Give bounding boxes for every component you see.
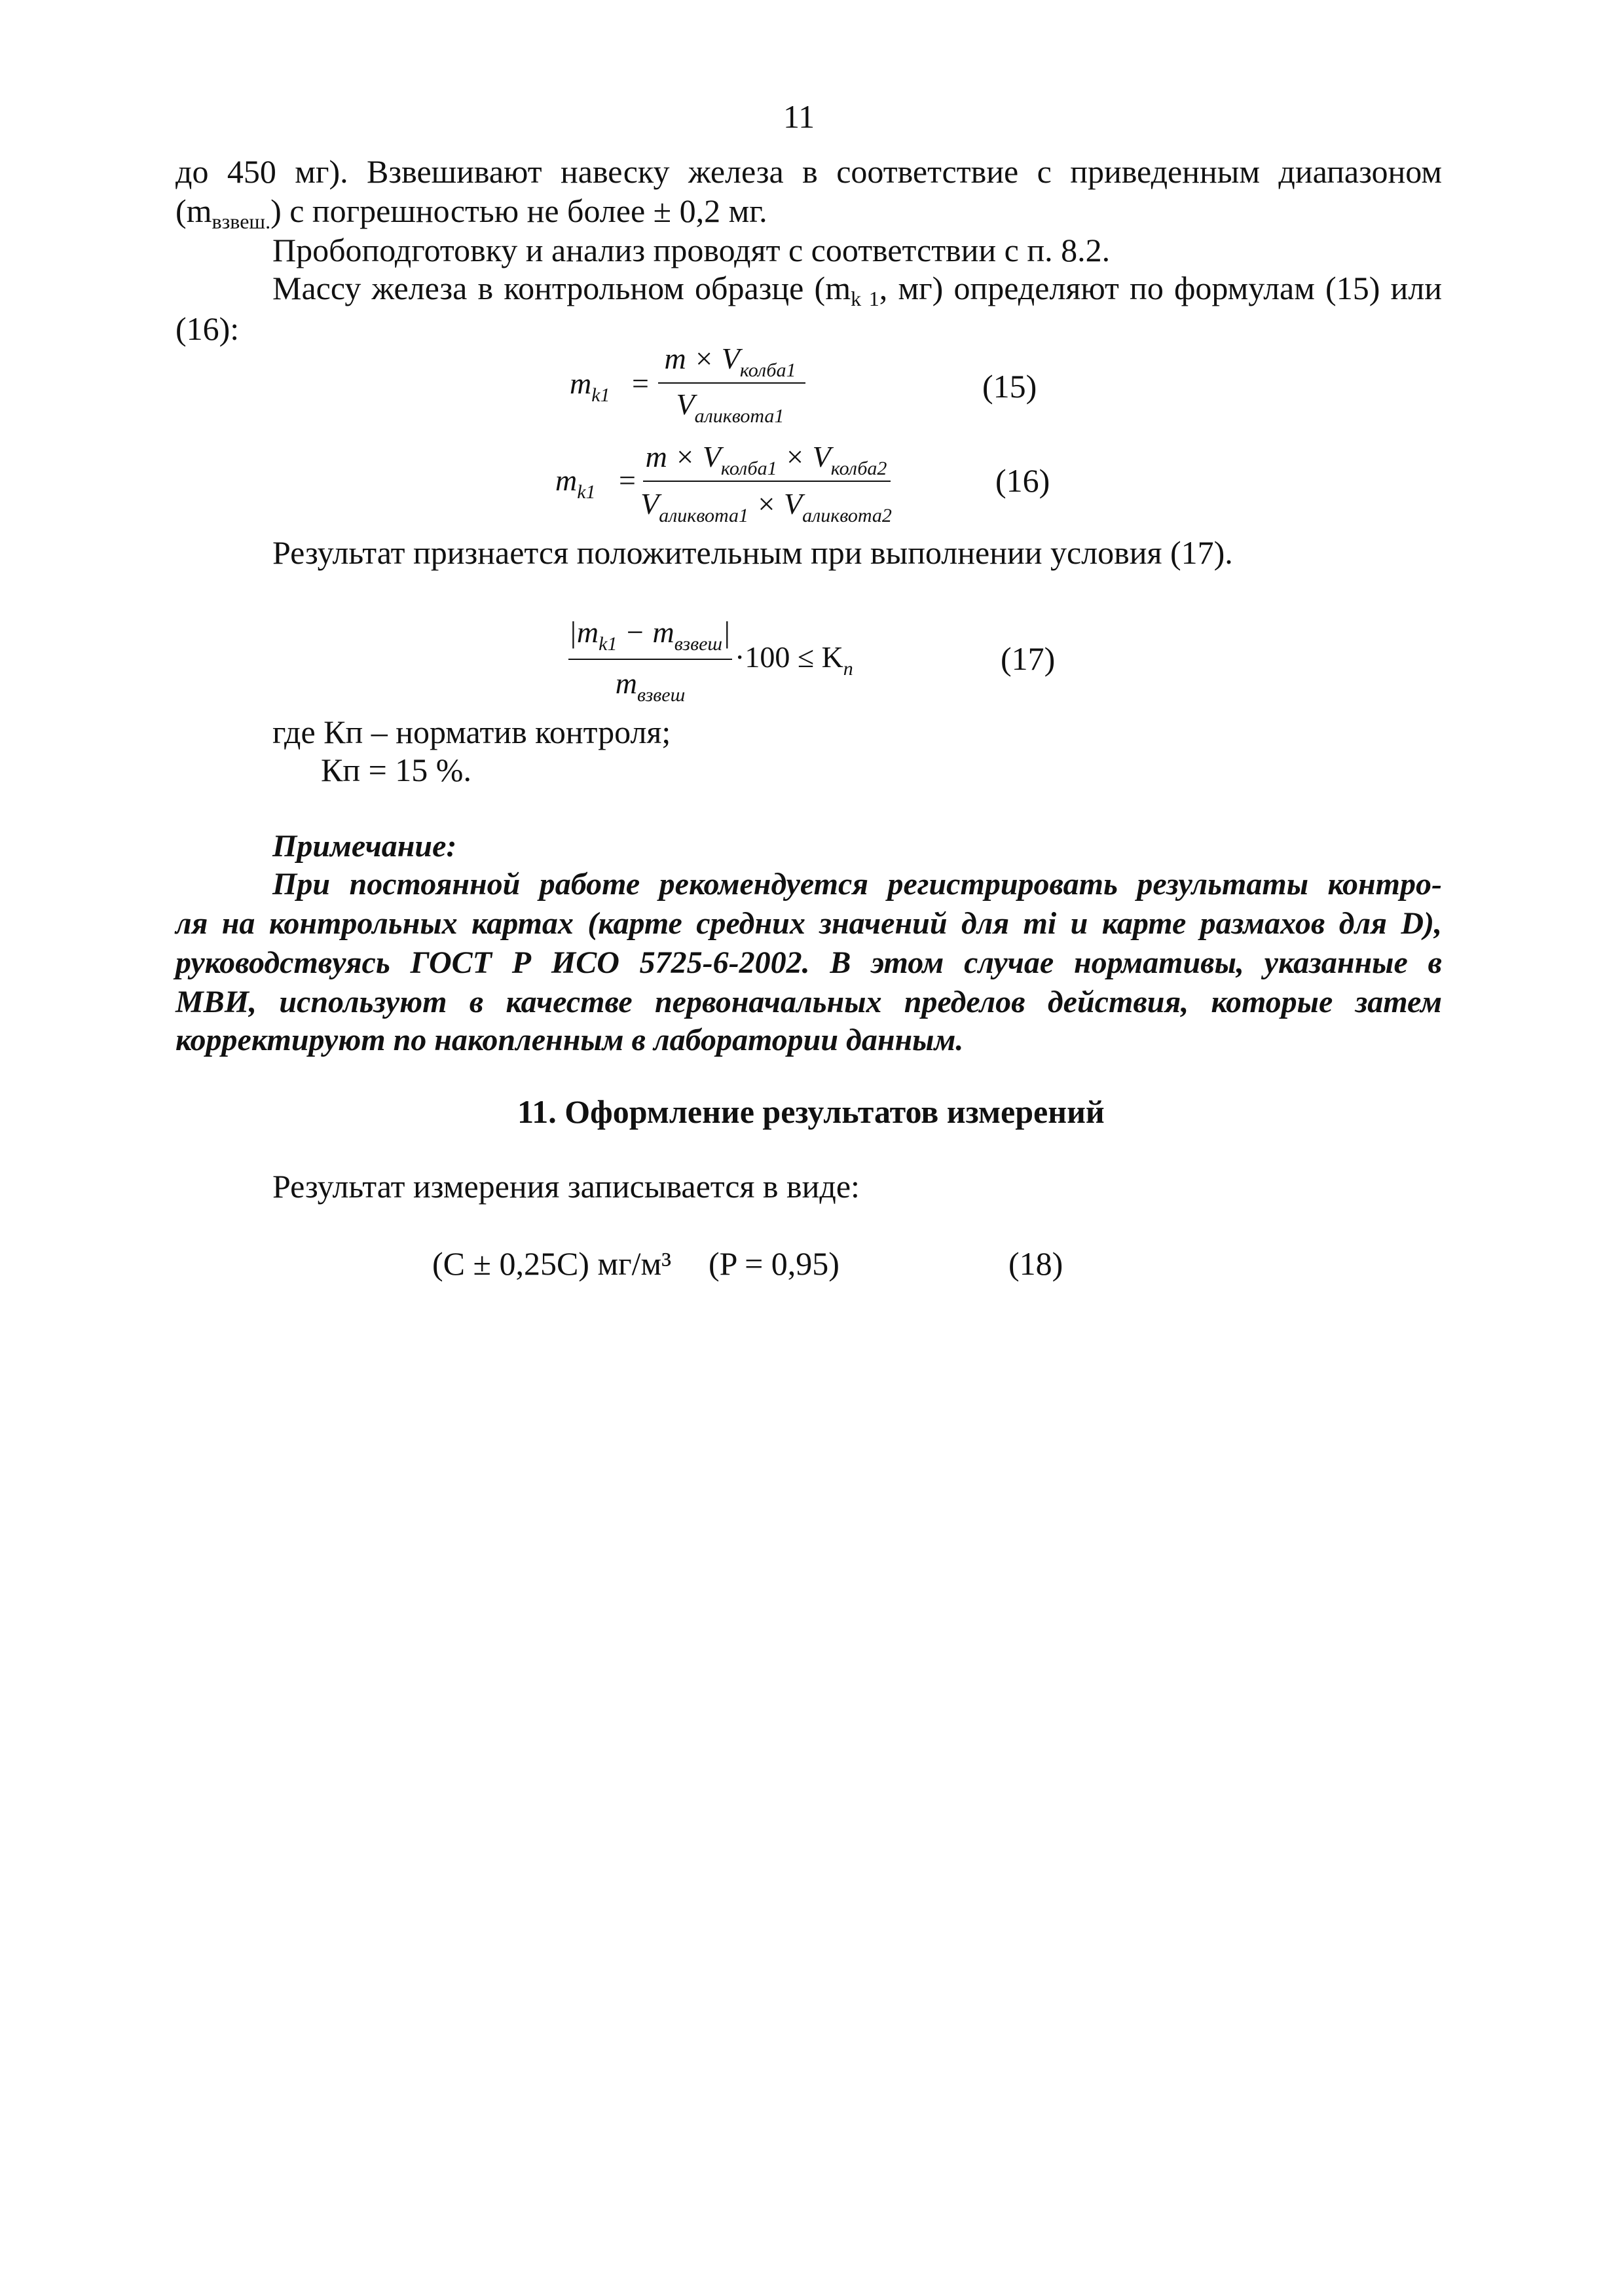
subscript: k1 — [577, 481, 596, 503]
subscript: аликвота1 — [659, 505, 748, 526]
subscript: аликвота2 — [802, 505, 892, 526]
expr: m × V — [645, 440, 721, 473]
legend-line: где Кп – норматив контроля; — [272, 714, 671, 750]
note-line: МВИ, используют в качестве первоначальных пределов действия, которые затем — [175, 985, 1442, 1019]
inequality — [735, 640, 879, 678]
fraction-bar — [658, 382, 805, 384]
equation-number: (15) — [982, 368, 1037, 405]
fraction-bar — [568, 659, 732, 660]
expr: ·100 ≤ K — [735, 640, 843, 674]
paragraph-line: Пробоподготовку и анализ проводят с соответствии с п. 8.2. — [272, 232, 1111, 268]
equation-number: (16) — [995, 462, 1050, 499]
note-line: ля на контрольных картах (карте средних значений для mi и карте размахов для D), — [175, 906, 1442, 941]
paragraph-line: (16): — [175, 310, 240, 347]
subscript: k 1 — [851, 287, 879, 310]
expr: − m — [617, 615, 674, 649]
subscript: колба1 — [739, 359, 796, 381]
equation-number: (17) — [1001, 640, 1056, 677]
expr: V — [640, 487, 659, 520]
note-line: руководствуясь ГОСТ Р ИСО 5725-6-2002. В этом случае нормативы, указанные в — [175, 945, 1442, 980]
paragraph-line — [175, 191, 767, 234]
text-fragment: Массу железа в контрольном образце (m — [272, 270, 851, 306]
denominator — [568, 666, 732, 704]
paragraph-line: Результат измерения записывается в виде: — [272, 1168, 860, 1205]
denominator — [655, 388, 805, 426]
var: m — [570, 367, 592, 400]
numerator — [642, 440, 891, 478]
numerator — [655, 342, 805, 380]
equation-number: (18) — [1008, 1245, 1063, 1282]
note-line: корректируют по накопленным в лаборатории данным. — [175, 1023, 964, 1057]
section-heading: 11. Оформление результатов измерений — [517, 1093, 1105, 1130]
expr: | — [722, 615, 731, 649]
text-fragment: ) с погрешностью не более ± 0,2 мг. — [270, 192, 767, 229]
fraction-bar — [643, 481, 891, 482]
expr: m — [615, 666, 637, 700]
expr: × V — [748, 487, 803, 520]
text-fragment: , мг) определяют по формулам (15) или — [879, 270, 1443, 306]
expr: V — [676, 388, 695, 421]
equals-sign: = — [619, 464, 636, 497]
numerator — [564, 615, 735, 653]
result-expression: (C ± 0,25C) мг/м³ — [432, 1245, 672, 1282]
expr: × V — [777, 440, 831, 473]
subscript: взвеш — [637, 684, 686, 706]
note-title: Примечание: — [272, 829, 457, 864]
subscript: п — [843, 658, 853, 680]
page-number: 11 — [783, 98, 815, 135]
subscript: взвеш — [674, 633, 723, 655]
text-fragment: (m — [175, 192, 212, 229]
equals-sign: = — [632, 367, 649, 400]
note-line: При постоянной работе рекомендуется регистрировать результаты контро- — [272, 867, 1442, 902]
subscript: аликвота1 — [694, 405, 784, 427]
paragraph-line: до 450 мг). Взвешивают навеску железа в соответствие с приведенным диапазоном — [175, 153, 1442, 190]
subscript: колба1 — [720, 458, 777, 479]
paragraph-line — [272, 268, 1442, 312]
expr: m × V — [664, 342, 740, 375]
subscript: k1 — [599, 633, 618, 655]
var: m — [555, 464, 578, 497]
denominator — [635, 487, 897, 525]
subscript: колба2 — [830, 458, 887, 479]
confidence-level: (P = 0,95) — [709, 1245, 840, 1282]
expr: |m — [568, 615, 599, 649]
subscript: взвеш. — [212, 210, 271, 233]
paragraph-line: Результат признается положительным при выполнении условия (17). — [272, 534, 1233, 571]
legend-line: Кп = 15 %. — [321, 752, 471, 788]
subscript: k1 — [591, 384, 610, 406]
